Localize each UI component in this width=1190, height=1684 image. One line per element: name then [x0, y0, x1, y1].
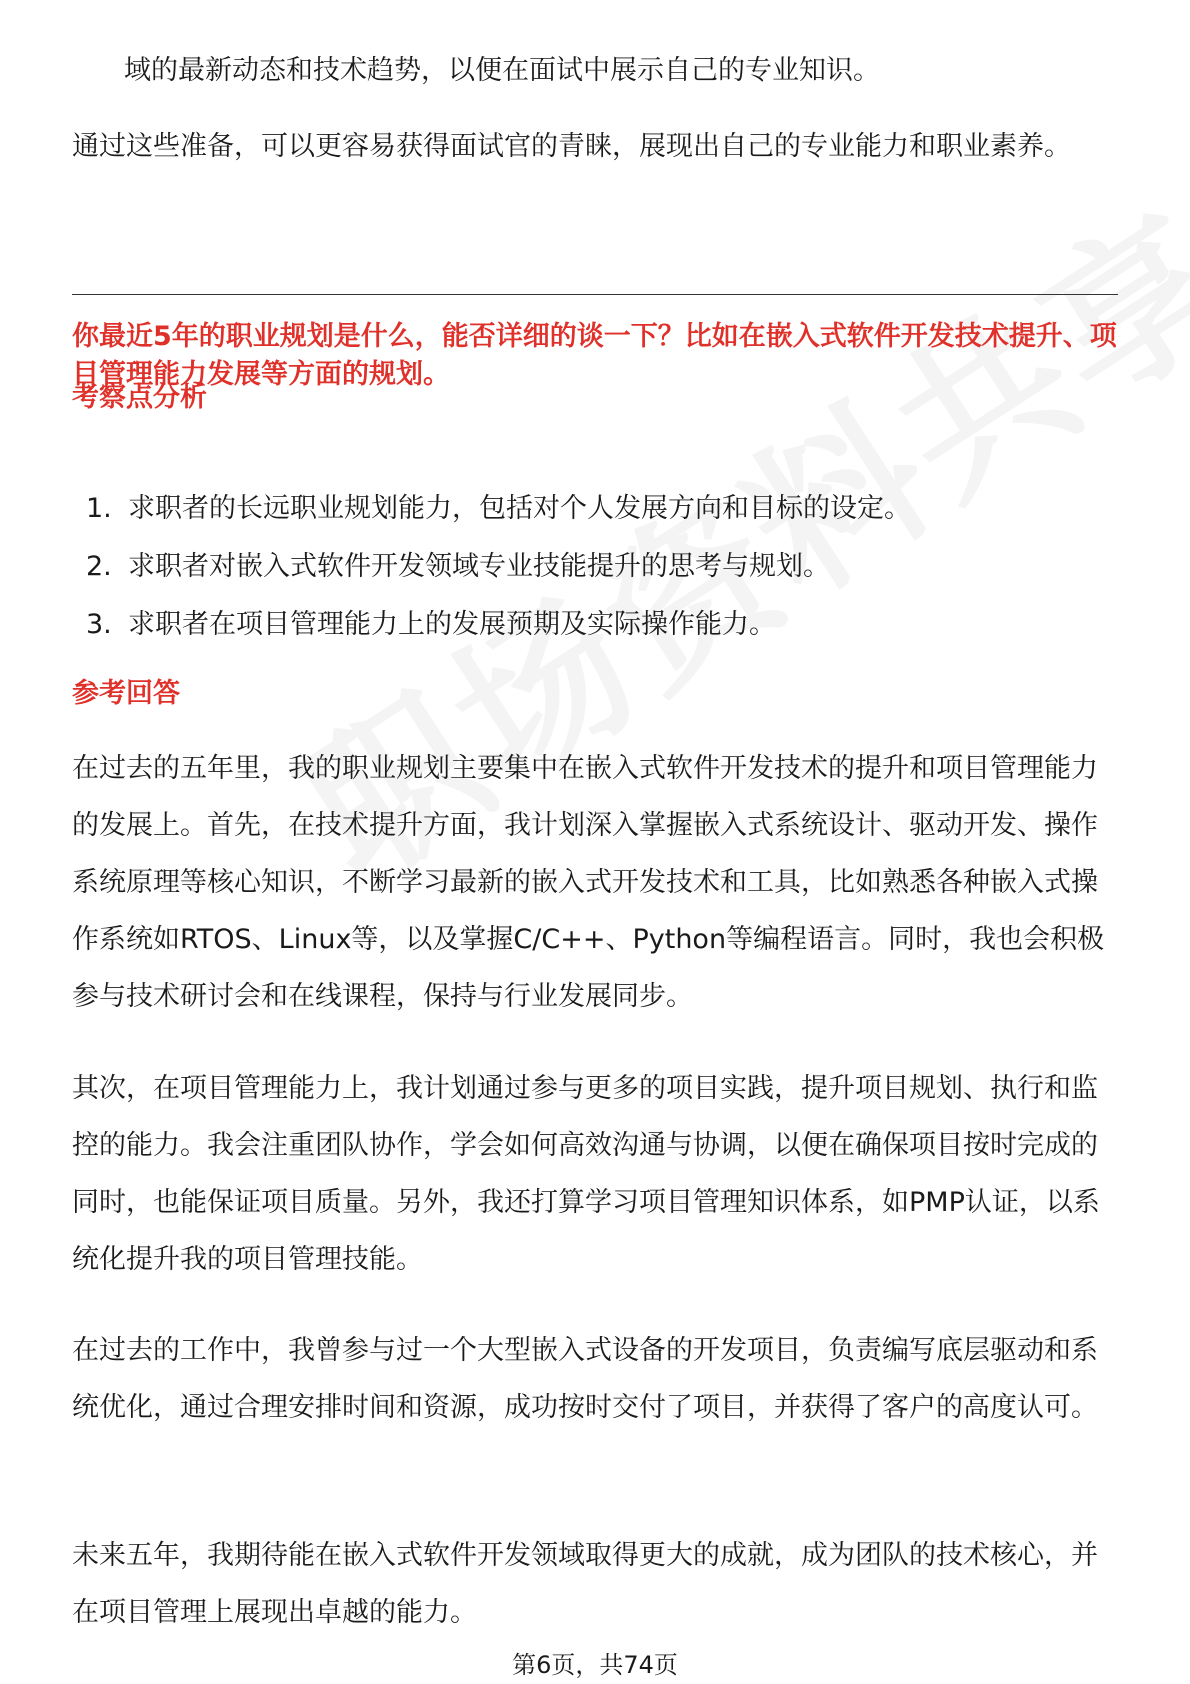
list-item-number: 2.: [86, 551, 112, 582]
analysis-heading: 考察点分析: [72, 382, 207, 413]
answer-heading: 参考回答: [72, 678, 180, 709]
interview-question: 你最近5年的职业规划是什么，能否详细的谈一下？比如在嵌入式软件开发技术提升、项目管理能力发展等方面的规划。: [72, 321, 1117, 390]
intro-continuation-line: 域的最新动态和技术趋势，以便在面试中展示自己的专业知识。: [124, 55, 880, 86]
list-item-text: 求职者在项目管理能力上的发展预期及实际操作能力。: [128, 609, 776, 640]
list-item-number: 1.: [86, 493, 112, 524]
analysis-list: [86, 480, 911, 654]
section-divider: [72, 294, 1118, 295]
answer-paragraph: 未来五年，我期待能在嵌入式软件开发领域取得更大的成就，成为团队的技术核心，并在项目管理上展现出卓越的能力。: [72, 1540, 1098, 1628]
list-item: [86, 596, 911, 654]
intro-paragraph: 通过这些准备，可以更容易获得面试官的青睐，展现出自己的专业能力和职业素养。: [72, 131, 1071, 162]
list-item-number: 3.: [86, 609, 112, 640]
list-item: [86, 480, 911, 538]
answer-paragraph: 在过去的工作中，我曾参与过一个大型嵌入式设备的开发项目，负责编写底层驱动和系统优化，通过合理安排时间和资源，成功按时交付了项目，并获得了客户的高度认可。: [72, 1335, 1098, 1423]
answer-paragraph: 其次，在项目管理能力上，我计划通过参与更多的项目实践，提升项目规划、执行和监控的能力。我会注重团队协作，学会如何高效沟通与协调，以便在确保项目按时完成的同时，也能保证项目质量。另外，我还打算学习项目管理知识体系，如PMP认证，以系统化提升我的项目管理技能。: [72, 1073, 1100, 1275]
answer-paragraph: 在过去的五年里，我的职业规划主要集中在嵌入式软件开发技术的提升和项目管理能力的发展上。首先，在技术提升方面，我计划深入掌握嵌入式系统设计、驱动开发、操作系统原理等核心知识，不断学习最新的嵌入式开发技术和工具，比如熟悉各种嵌入式操作系统如RTOS、Linux等，以及掌握C/C++、Python等编程语言。同时，我也会积极参与技术研讨会和在线课程，保持与行业发展同步。: [72, 753, 1105, 1012]
list-item-text: 求职者的长远职业规划能力，包括对个人发展方向和目标的设定。: [128, 493, 911, 524]
page-number-footer: 第6页，共74页: [512, 1651, 678, 1679]
list-item-text: 求职者对嵌入式软件开发领域专业技能提升的思考与规划。: [128, 551, 830, 582]
list-item: [86, 538, 911, 596]
